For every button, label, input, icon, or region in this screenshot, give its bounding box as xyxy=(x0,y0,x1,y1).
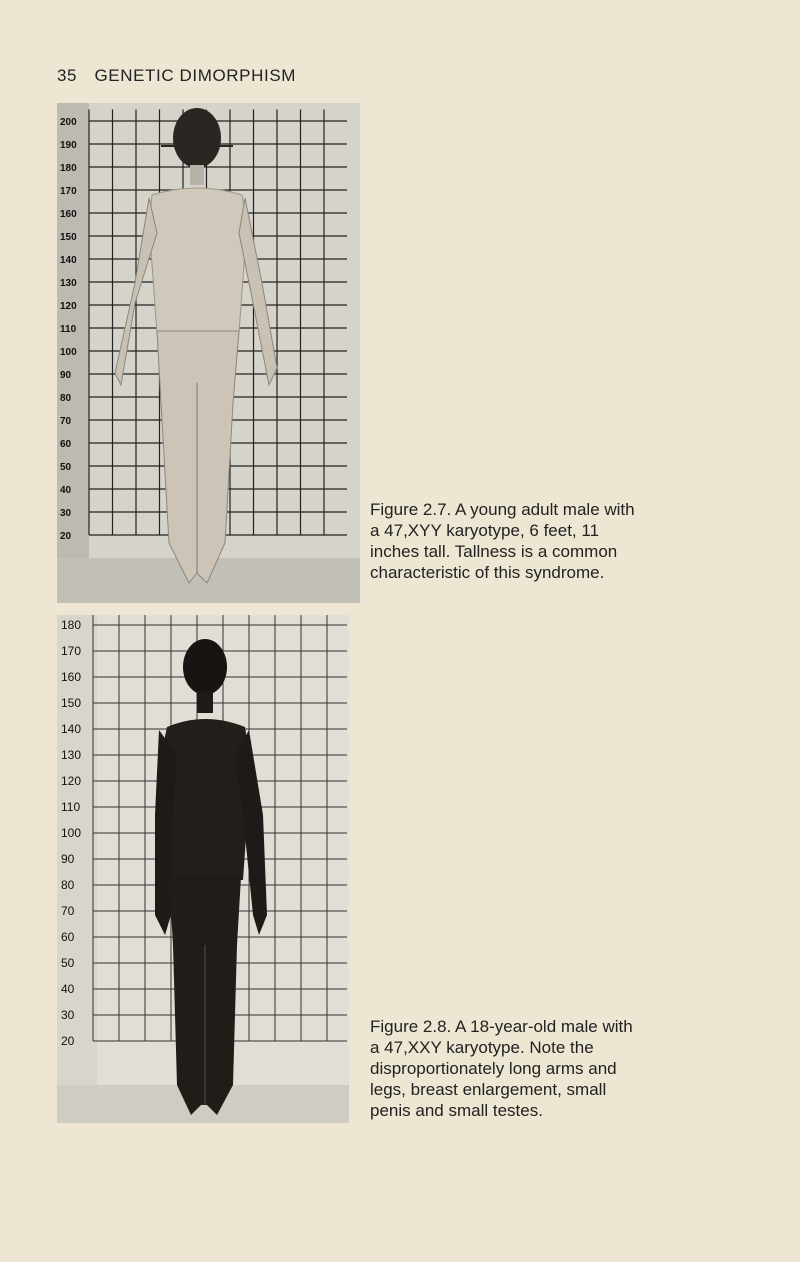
height-chart-photo-2 xyxy=(57,615,349,1123)
scale-label: 170 xyxy=(60,186,77,197)
scale-label: 80 xyxy=(61,878,75,892)
scale-label: 20 xyxy=(61,1034,75,1048)
scale-label: 190 xyxy=(60,140,77,151)
scale-label: 70 xyxy=(60,416,72,427)
figure-2-7-caption: Figure 2.7. A young adult male with a 47,XYY karyotype, 6 feet, 11 inches tall. Tallness is a common characteristic of this syndrome. xyxy=(370,500,635,582)
running-header xyxy=(57,66,296,86)
scale-label: 120 xyxy=(60,301,77,312)
scale-label: 140 xyxy=(60,255,77,266)
scale-label: 40 xyxy=(61,982,75,996)
scale-label: 50 xyxy=(61,956,75,970)
scale-label: 100 xyxy=(61,826,82,840)
scale-label: 20 xyxy=(60,531,72,542)
scale-label: 30 xyxy=(61,1008,75,1022)
running-title: GENETIC DIMORPHISM xyxy=(94,66,297,85)
scale-label: 150 xyxy=(61,696,82,710)
scale-label: 100 xyxy=(60,347,77,358)
scale-label: 160 xyxy=(60,209,77,220)
scale-label: 180 xyxy=(60,163,77,174)
figure-2-8-photo xyxy=(57,615,349,1123)
scale-label: 120 xyxy=(61,774,82,788)
scale-label: 110 xyxy=(61,800,81,814)
scale-label: 150 xyxy=(60,232,77,243)
scale-label: 160 xyxy=(61,670,82,684)
page-number: 35 xyxy=(57,66,78,85)
scale-label: 130 xyxy=(61,748,82,762)
figure-2-8-caption: Figure 2.8. A 18-year-old male with a 47,XXY karyotype. Note the disproportionately long arms and legs, breast enlargement, small penis and small testes. xyxy=(370,1017,633,1120)
scale-label: 70 xyxy=(61,904,75,918)
scale-label: 60 xyxy=(61,930,75,944)
scale-label: 60 xyxy=(60,439,72,450)
scale-label: 110 xyxy=(60,324,77,335)
height-chart-photo-1 xyxy=(57,103,360,603)
scale-label: 90 xyxy=(61,852,75,866)
scale-label: 80 xyxy=(60,393,72,404)
scale-label: 50 xyxy=(60,462,72,473)
scale-label: 130 xyxy=(60,278,77,289)
scale-label: 140 xyxy=(61,722,82,736)
scale-label: 200 xyxy=(60,117,77,128)
scale-label: 170 xyxy=(61,644,82,658)
scale-label: 30 xyxy=(60,508,72,519)
scale-label: 40 xyxy=(60,485,72,496)
scale-label: 90 xyxy=(60,370,72,381)
figure-2-7-photo xyxy=(57,103,360,603)
scale-label: 180 xyxy=(61,618,82,632)
